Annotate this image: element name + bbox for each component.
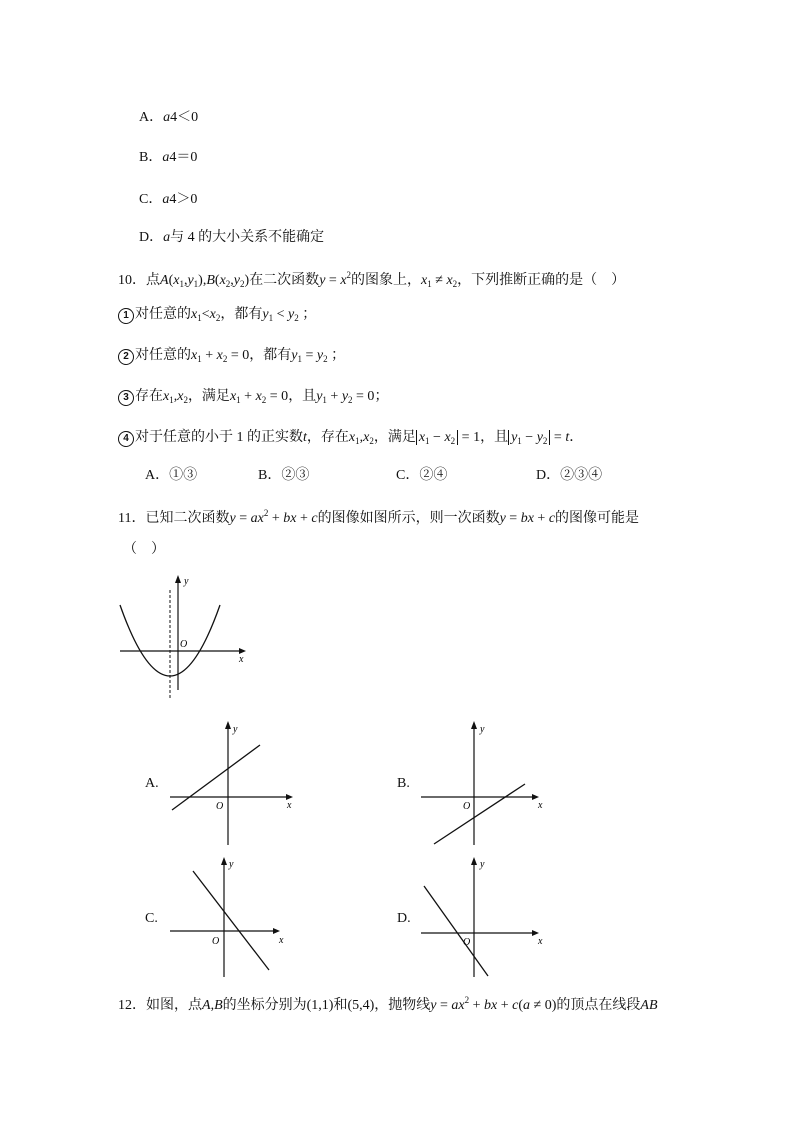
y-axis-label: y	[480, 724, 485, 735]
y-axis-arrow-icon	[471, 857, 477, 865]
origin-label: O	[212, 936, 220, 947]
stem-text: 的图像可能是	[555, 511, 640, 526]
statement-text: ；	[331, 348, 346, 363]
x-axis-label: x	[538, 936, 543, 947]
statement-text: 对任意的	[135, 348, 191, 363]
option-b-graph	[416, 717, 556, 847]
x-axis-label: x	[239, 654, 244, 665]
statement-text: ，满足	[187, 389, 230, 404]
y-axis-arrow-icon	[225, 721, 231, 729]
stem-text: 在二次函数	[249, 273, 320, 288]
q10-choice-c: C．②④	[396, 468, 448, 483]
stem-text: ，抛物线	[374, 998, 431, 1013]
option-letter: D．	[139, 230, 164, 245]
statement-text: ．	[569, 430, 584, 445]
parabola-figure	[115, 572, 255, 692]
statement-text: ，存在	[306, 430, 349, 445]
q11-option-b-label: B.	[397, 776, 410, 791]
q11-option-c-label: C.	[145, 911, 158, 926]
stem-text: 和	[333, 998, 348, 1013]
y-axis-arrow-icon	[221, 857, 227, 865]
option-c-graph	[165, 853, 305, 983]
option-letter: B．	[139, 150, 163, 165]
q11-option-a-label: A.	[145, 776, 159, 791]
line-graph	[193, 871, 269, 970]
statement-text: ，且	[480, 430, 509, 445]
line-graph	[434, 784, 525, 844]
x-axis-label: x	[287, 800, 292, 811]
option-a-graph	[165, 717, 305, 847]
y-axis-label: y	[233, 724, 238, 735]
q11-paren: （ ）	[123, 542, 165, 557]
option-letter: C．	[139, 192, 163, 207]
stem-text: 12．如图，点	[118, 998, 202, 1013]
q10-choice-d: D．②③④	[536, 468, 603, 483]
option-text: 与 4 的大小关系不能确定	[170, 230, 325, 245]
statement-text: 对于任意的小于 1 的正实数	[135, 430, 303, 445]
y-axis-arrow-icon	[175, 575, 181, 583]
origin-label: O	[463, 937, 471, 948]
q11-stem: 11．已知二次函数$y = ax^2$ + bx + c的图像如图所示，则一次函数y = bx + c的图像可能是	[118, 508, 640, 526]
statement-text: ；	[302, 307, 317, 322]
option-letter: A．	[139, 110, 164, 125]
x-axis-arrow-icon	[273, 928, 280, 934]
q9-option-a	[139, 108, 198, 128]
q10-statement-2: 2 对任意的$x_1 + x_2 = 0$，都有$y_1 = y_2$ ；	[118, 346, 345, 369]
q9-option-b	[139, 148, 197, 168]
option-var: a	[162, 150, 170, 165]
q10-stem: 10．点$A(x_1,y_1),B(x_2,y_2)$在二次函数$y = x^2$的图象上，$x_1 \ne x_2$，下列推断正确的是（ ）	[118, 270, 626, 289]
line-graph	[424, 886, 488, 976]
statement-text: ，都有	[220, 307, 263, 322]
statement-text: ；	[374, 389, 389, 404]
q9-option-c	[139, 190, 197, 210]
statement-text: ，满足	[373, 430, 416, 445]
q10-statement-3: 3 存在$x_1,x_2$，满足$x_1 + x_2 = 0$，且$y_1 + y_2 = 0$；	[118, 387, 388, 410]
option-var: a	[163, 110, 171, 125]
q10-statement-4: 4 对于任意的小于 1 的正实数t，存在$x_1,x_2$，满足 $x_1 - x_2 = 1$，且 $y_1 - y_2 = t$．	[118, 428, 583, 451]
q11-option-d-label: D.	[397, 911, 411, 926]
q12-stem: 12．如图，点A,B的坐标分别为(1,1)和(5,4)，抛物线$y = ax^2$ + bx + c(a ≠ 0)的顶点在线段AB	[118, 995, 658, 1013]
option-var: a	[162, 192, 170, 207]
option-text: 4＞0	[169, 192, 198, 207]
q9-option-d	[139, 228, 324, 248]
option-text: 4＝0	[169, 150, 198, 165]
stem-text: 的图像如图所示，则一次函数	[317, 511, 500, 526]
stem-text: 的图象上，	[351, 273, 422, 288]
origin-label: O	[180, 639, 188, 650]
y-axis-label: y	[184, 576, 189, 587]
statement-text: 存在	[135, 389, 163, 404]
option-text: 4＜0	[170, 110, 199, 125]
statement-text: ，且	[288, 389, 317, 404]
stem-text: 11．已知二次函数	[118, 511, 230, 526]
q10-choice-b: B．②③	[258, 468, 310, 483]
x-axis-label: x	[538, 800, 543, 811]
x-axis-label: x	[279, 935, 284, 946]
stem-text: ，下列推断正确的是（ ）	[457, 273, 626, 288]
origin-label: O	[463, 801, 471, 812]
y-axis-label: y	[229, 859, 234, 870]
question-number: 10．点	[118, 273, 160, 288]
stem-text: 的顶点在线段	[556, 998, 641, 1013]
q10-statement-1: 1 对任意的$x_1<x_2$，都有$y_1 < y_2$ ；	[118, 305, 316, 328]
y-axis-arrow-icon	[471, 721, 477, 729]
statement-text: 对任意的	[135, 307, 191, 322]
q10-choice-a: A．①③	[145, 468, 198, 483]
statement-text: ，都有	[249, 348, 292, 363]
option-var: a	[163, 230, 171, 245]
y-axis-label: y	[480, 859, 485, 870]
option-d-graph	[416, 853, 556, 983]
stem-text: 的坐标分别为	[222, 998, 307, 1013]
origin-label: O	[216, 801, 224, 812]
